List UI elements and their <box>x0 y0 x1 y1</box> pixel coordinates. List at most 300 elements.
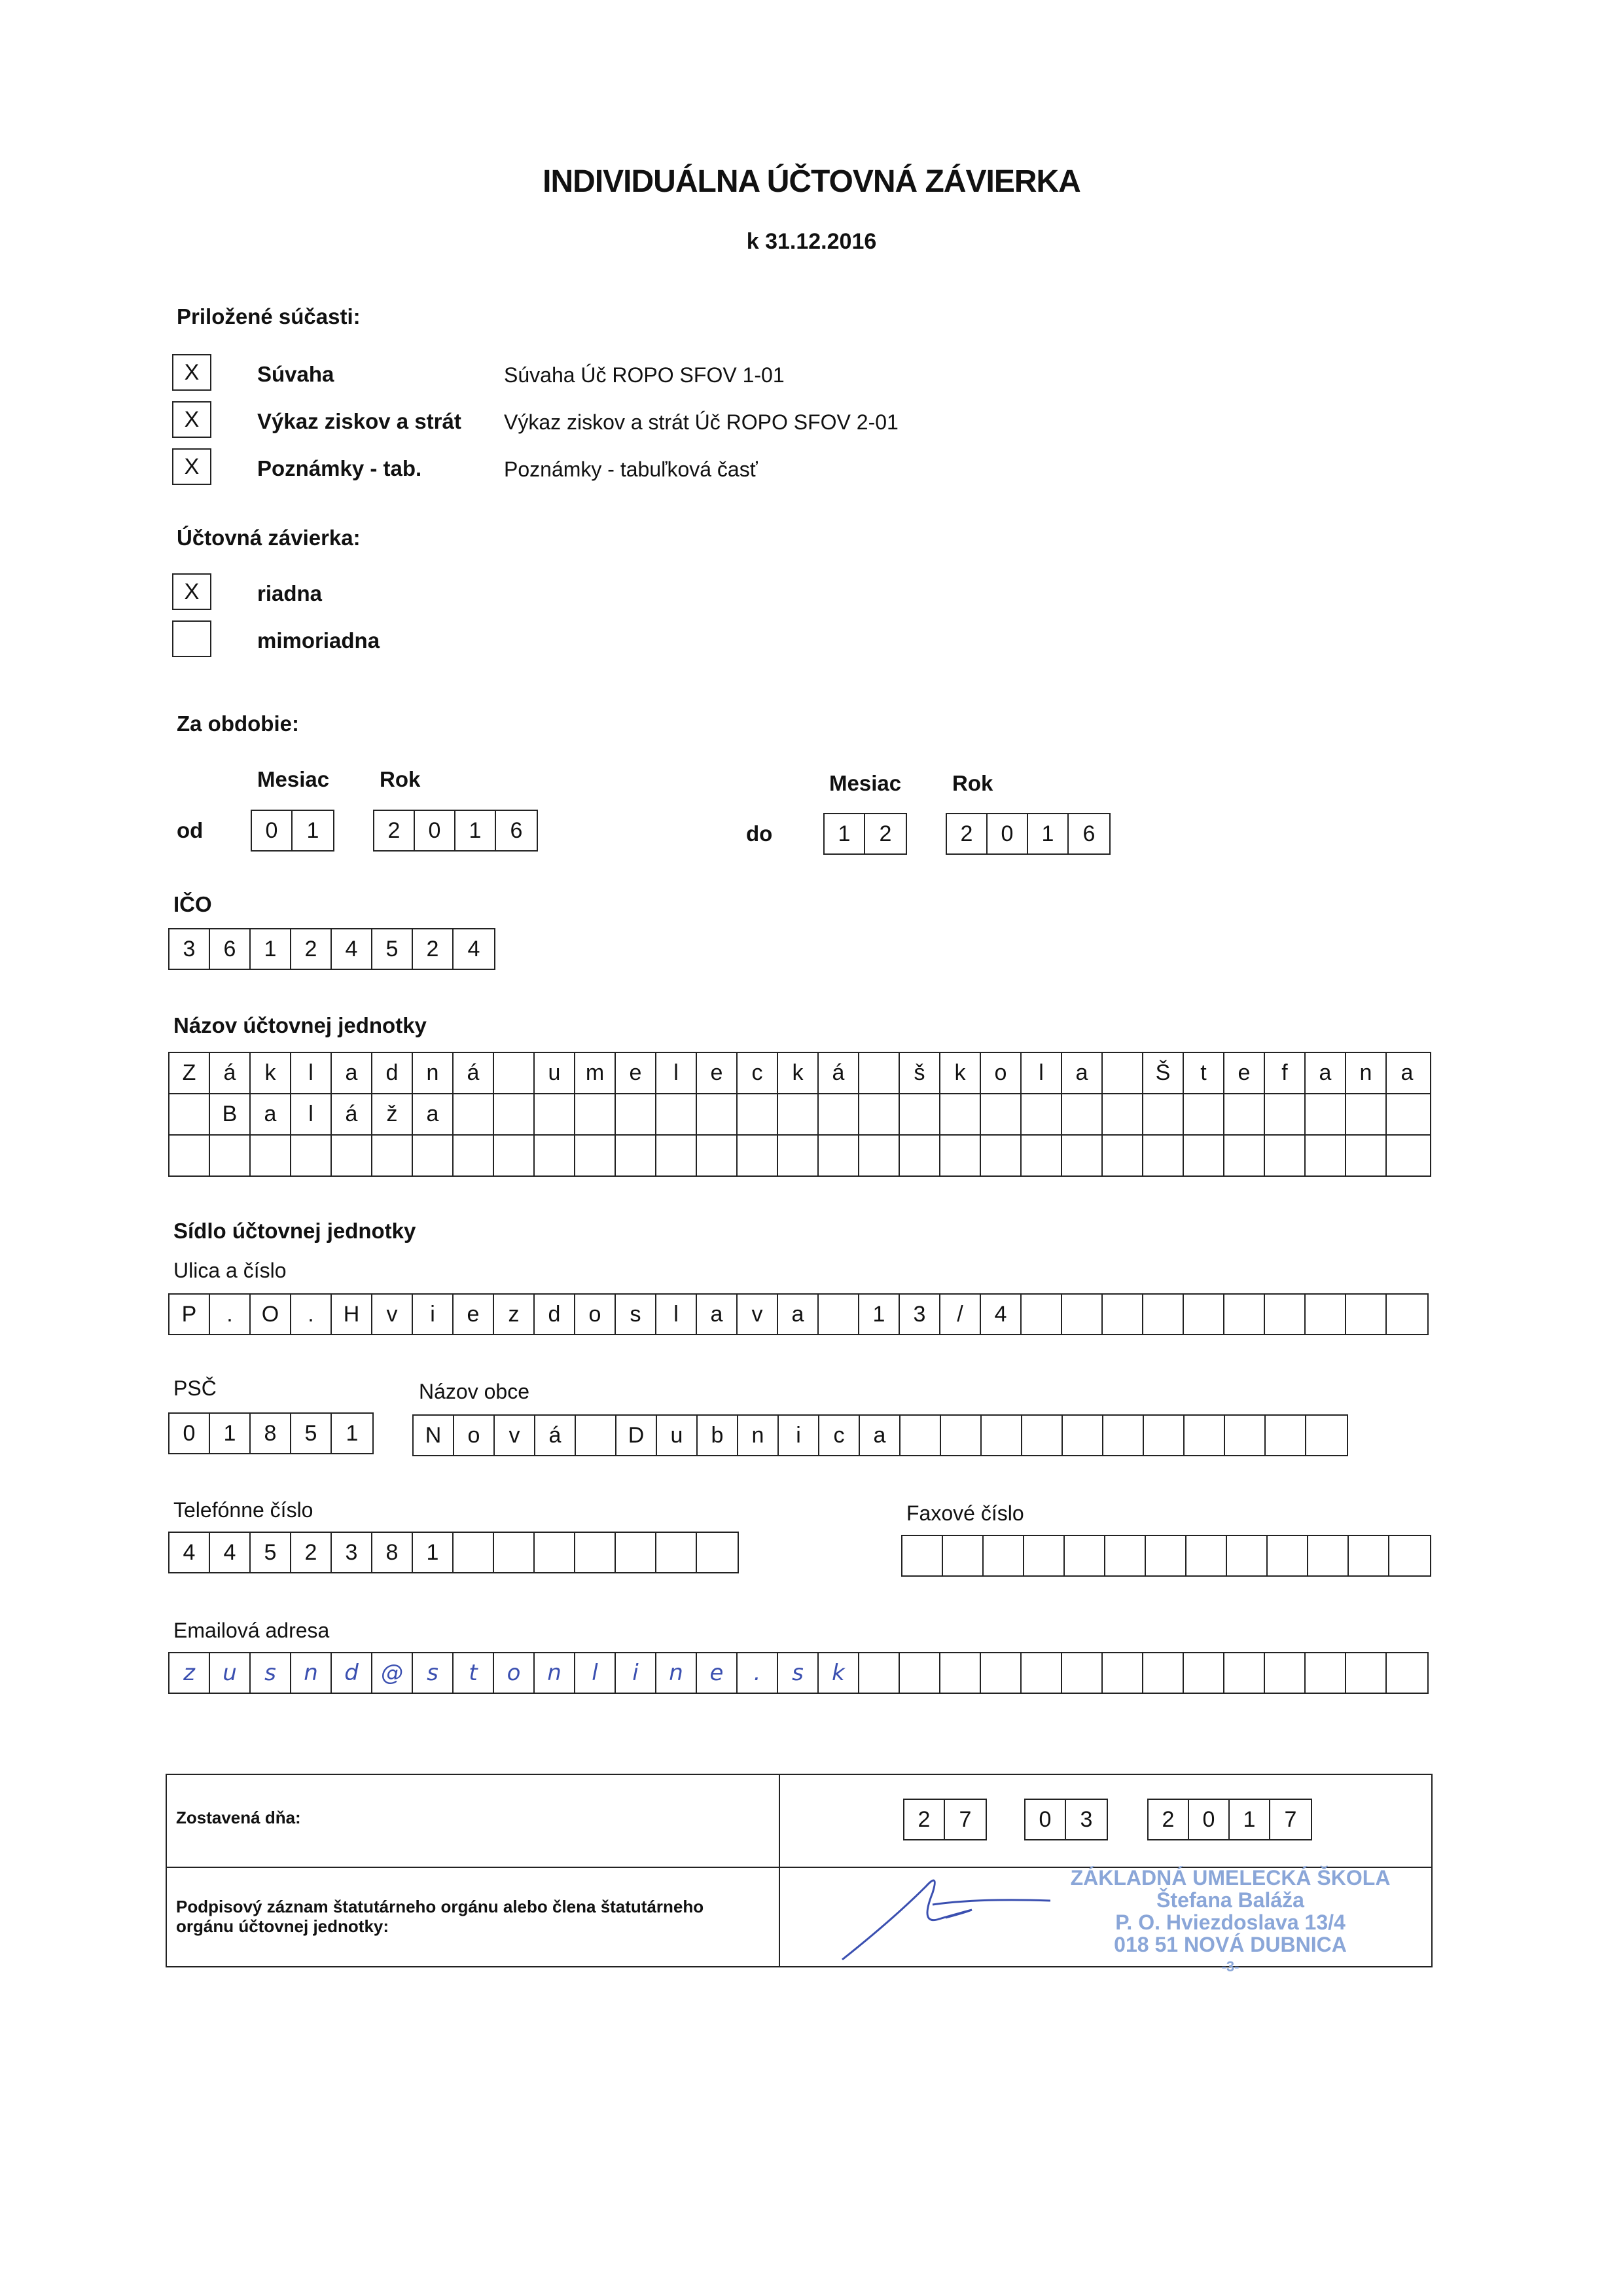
grid-cell <box>859 1136 900 1175</box>
grid-cell: 1 <box>825 814 865 853</box>
grid-cell <box>1387 1136 1427 1175</box>
grid-cell <box>1387 1094 1427 1134</box>
grid-cell <box>1022 1136 1062 1175</box>
grid-cell: 3 <box>332 1533 372 1572</box>
grid-cell <box>1062 1653 1103 1693</box>
grid-cell <box>169 1094 210 1134</box>
grid-cell <box>1387 1653 1427 1693</box>
closure-label-mimoriadna: mimoriadna <box>257 628 380 653</box>
attachment-label-poznamky: Poznámky - tab. <box>257 456 422 480</box>
grid-cell: 1 <box>1028 814 1069 853</box>
ico-grid[interactable] <box>168 928 495 970</box>
grid-cell: e <box>616 1053 656 1093</box>
grid-cell: a <box>778 1295 819 1334</box>
email-grid[interactable] <box>168 1652 1429 1694</box>
entity-name-row <box>169 1094 1430 1136</box>
grid-cell <box>291 1136 332 1175</box>
grid-cell: 5 <box>372 929 413 969</box>
grid-cell <box>1224 1295 1265 1334</box>
grid-cell <box>251 1136 291 1175</box>
grid-cell: e <box>454 1295 494 1334</box>
grid-cell <box>372 1136 413 1175</box>
school-stamp <box>1044 1867 1417 1978</box>
compiled-label: Zostavená dňa: <box>176 1808 301 1827</box>
psc-grid[interactable] <box>168 1412 374 1454</box>
grid-cell <box>1105 1536 1146 1575</box>
city-grid[interactable] <box>412 1414 1348 1456</box>
grid-cell <box>819 1094 859 1134</box>
grid-cell: Š <box>1143 1053 1184 1093</box>
grid-cell: b <box>698 1416 738 1455</box>
grid-cell: 0 <box>169 1414 210 1453</box>
grid-cell: i <box>616 1653 656 1693</box>
grid-cell <box>940 1094 981 1134</box>
grid-cell <box>1224 1094 1265 1134</box>
grid-cell: l <box>656 1295 697 1334</box>
grid-cell <box>1024 1536 1065 1575</box>
grid-cell <box>1022 1653 1062 1693</box>
grid-cell: e <box>697 1053 738 1093</box>
entity-name-row <box>169 1053 1430 1094</box>
grid-cell <box>1265 1295 1306 1334</box>
compiled-day-grid[interactable] <box>903 1799 987 1840</box>
attachment-desc-suvaha: Súvaha Úč ROPO SFOV 1-01 <box>504 363 785 387</box>
grid-cell: 8 <box>251 1414 291 1453</box>
attachment-label-vykaz: Výkaz ziskov a strát <box>257 409 461 433</box>
to-year-label: Rok <box>952 771 993 795</box>
grid-cell <box>1184 1295 1224 1334</box>
grid-cell <box>494 1533 535 1572</box>
grid-cell <box>902 1536 943 1575</box>
grid-cell: 1 <box>859 1295 900 1334</box>
grid-cell: á <box>819 1053 859 1093</box>
grid-cell: u <box>657 1416 698 1455</box>
grid-cell: d <box>332 1653 372 1693</box>
grid-cell: 4 <box>332 929 372 969</box>
grid-cell <box>1346 1295 1387 1334</box>
attachments-heading: Priložené súčasti: <box>177 304 361 329</box>
attachment-desc-vykaz: Výkaz ziskov a strát Úč ROPO SFOV 2-01 <box>504 410 899 434</box>
from-year-label: Rok <box>380 767 421 791</box>
from-year-grid[interactable] <box>373 810 538 852</box>
grid-cell <box>575 1136 616 1175</box>
grid-cell <box>454 1533 494 1572</box>
grid-cell <box>1062 1094 1103 1134</box>
grid-cell <box>1306 1295 1346 1334</box>
grid-cell: D <box>616 1416 657 1455</box>
phone-label: Telefónne číslo <box>173 1498 313 1522</box>
grid-cell: 2 <box>1149 1800 1189 1839</box>
signature-mark <box>834 1867 1057 1965</box>
grid-cell: O <box>251 1295 291 1334</box>
grid-cell <box>656 1094 697 1134</box>
grid-cell: s <box>616 1295 656 1334</box>
grid-cell: a <box>1400 1060 1414 1085</box>
grid-cell: . <box>738 1653 778 1693</box>
grid-cell: 1 <box>210 1414 251 1453</box>
grid-cell: á <box>210 1053 251 1093</box>
grid-cell: . <box>291 1295 332 1334</box>
grid-cell: a <box>332 1053 372 1093</box>
grid-cell: c <box>738 1053 778 1093</box>
grid-cell <box>778 1094 819 1134</box>
grid-cell <box>413 1136 454 1175</box>
grid-cell: 4 <box>210 1533 251 1572</box>
grid-cell <box>656 1533 697 1572</box>
checkbox-mimoriadna[interactable] <box>172 620 211 657</box>
city-label: Názov obce <box>419 1380 529 1403</box>
grid-cell <box>1346 1653 1387 1693</box>
grid-cell: 3 <box>1080 1806 1093 1832</box>
grid-cell: o <box>981 1053 1022 1093</box>
grid-cell <box>1306 1653 1346 1693</box>
street-grid[interactable] <box>168 1293 1429 1335</box>
grid-cell <box>901 1416 941 1455</box>
grid-cell <box>1184 1653 1224 1693</box>
grid-cell: v <box>372 1295 413 1334</box>
grid-cell: P <box>169 1295 210 1334</box>
grid-cell <box>1065 1536 1105 1575</box>
grid-cell <box>535 1094 575 1134</box>
grid-cell: 1 <box>251 929 291 969</box>
grid-cell: 0 <box>988 814 1028 853</box>
grid-cell <box>1143 1295 1184 1334</box>
grid-cell: o <box>575 1295 616 1334</box>
grid-cell: 2 <box>291 1533 332 1572</box>
grid-cell: 2 <box>374 811 415 850</box>
grid-cell <box>697 1533 738 1572</box>
grid-cell <box>1346 1136 1387 1175</box>
ico-label: IČO <box>173 892 212 916</box>
grid-cell <box>1146 1536 1186 1575</box>
grid-cell: 1 <box>455 811 496 850</box>
grid-cell <box>1227 1536 1268 1575</box>
grid-cell: 4 <box>467 936 480 961</box>
grid-cell: š <box>900 1053 940 1093</box>
grid-cell <box>494 1136 535 1175</box>
to-label: do <box>746 821 773 846</box>
grid-cell <box>1063 1416 1103 1455</box>
grid-cell <box>1143 1136 1184 1175</box>
grid-cell <box>738 1094 778 1134</box>
grid-cell <box>697 1094 738 1134</box>
fax-grid[interactable] <box>901 1535 1431 1577</box>
grid-cell: N <box>414 1416 454 1455</box>
grid-cell <box>1103 1053 1143 1093</box>
grid-cell: 6 <box>510 817 523 843</box>
grid-cell: 3 <box>900 1295 940 1334</box>
from-label: od <box>177 818 204 842</box>
grid-cell: l <box>291 1053 332 1093</box>
grid-cell <box>1022 1416 1063 1455</box>
grid-cell <box>1268 1536 1308 1575</box>
grid-cell: . <box>210 1295 251 1334</box>
grid-cell <box>535 1533 575 1572</box>
grid-cell: 8 <box>372 1533 413 1572</box>
grid-cell: 1 <box>413 1533 454 1572</box>
grid-cell <box>984 1536 1024 1575</box>
grid-cell <box>616 1094 656 1134</box>
grid-cell: d <box>372 1053 413 1093</box>
grid-cell <box>169 1136 210 1175</box>
grid-cell: l <box>291 1094 332 1134</box>
grid-cell: u <box>210 1653 251 1693</box>
grid-cell: á <box>454 1053 494 1093</box>
grid-cell <box>1103 1416 1144 1455</box>
grid-cell: 0 <box>415 811 455 850</box>
grid-cell <box>859 1053 900 1093</box>
stamp-line: P. O. Hviezdoslava 13/4 <box>1115 1910 1346 1934</box>
grid-cell <box>1349 1536 1389 1575</box>
grid-cell <box>332 1136 372 1175</box>
grid-cell: 3 <box>169 929 210 969</box>
closure-heading: Účtovná závierka: <box>177 526 361 550</box>
grid-cell <box>981 1136 1022 1175</box>
entity-name-grid[interactable] <box>168 1052 1431 1177</box>
grid-cell <box>940 1653 981 1693</box>
grid-cell: H <box>332 1295 372 1334</box>
period-heading: Za obdobie: <box>177 711 299 736</box>
checkbox-suvaha[interactable]: X <box>172 354 211 391</box>
grid-cell <box>982 1416 1022 1455</box>
grid-cell <box>1062 1136 1103 1175</box>
grid-cell: o <box>454 1416 495 1455</box>
grid-cell: a <box>697 1295 738 1334</box>
grid-cell: e <box>1224 1053 1265 1093</box>
grid-cell <box>900 1653 940 1693</box>
footer-table <box>166 1774 1433 1975</box>
grid-cell <box>1103 1295 1143 1334</box>
grid-cell <box>1143 1653 1184 1693</box>
grid-cell <box>981 1653 1022 1693</box>
grid-cell: k <box>778 1053 819 1093</box>
grid-cell <box>656 1136 697 1175</box>
grid-cell: n <box>413 1053 454 1093</box>
grid-cell: a <box>413 1094 454 1134</box>
grid-cell: k <box>251 1053 291 1093</box>
grid-cell: á <box>332 1094 372 1134</box>
grid-cell <box>494 1053 535 1093</box>
grid-cell: l <box>656 1053 697 1093</box>
grid-cell: 2 <box>291 929 332 969</box>
grid-cell <box>900 1094 940 1134</box>
grid-cell: a <box>1306 1053 1346 1093</box>
grid-cell <box>1224 1136 1265 1175</box>
attachment-desc-poznamky: Poznámky - tabuľková časť <box>504 457 758 481</box>
grid-cell: n <box>656 1653 697 1693</box>
grid-cell <box>1306 1416 1347 1455</box>
grid-cell <box>1186 1536 1227 1575</box>
grid-cell <box>1225 1416 1266 1455</box>
to-year-grid[interactable] <box>946 813 1111 855</box>
grid-cell: @ <box>372 1653 413 1693</box>
grid-cell: 1 <box>1230 1800 1270 1839</box>
grid-cell: l <box>1022 1053 1062 1093</box>
compiled-month-grid[interactable] <box>1024 1799 1108 1840</box>
grid-cell: 4 <box>169 1533 210 1572</box>
grid-cell <box>575 1094 616 1134</box>
grid-cell <box>1306 1136 1346 1175</box>
checkbox-riadna[interactable]: X <box>172 573 211 610</box>
grid-cell: n <box>738 1416 779 1455</box>
email-label: Emailová adresa <box>173 1619 330 1642</box>
grid-cell <box>941 1416 982 1455</box>
grid-cell <box>210 1136 251 1175</box>
grid-cell <box>1103 1094 1143 1134</box>
grid-cell <box>1062 1295 1103 1334</box>
grid-cell: 6 <box>210 929 251 969</box>
grid-cell: z <box>169 1653 210 1693</box>
grid-cell: s <box>413 1653 454 1693</box>
grid-cell: v <box>738 1295 778 1334</box>
grid-cell: o <box>494 1653 535 1693</box>
grid-cell: m <box>575 1053 616 1093</box>
grid-cell: v <box>495 1416 535 1455</box>
document-date: k 31.12.2016 <box>746 229 877 254</box>
address-heading: Sídlo účtovnej jednotky <box>173 1219 416 1243</box>
grid-cell <box>943 1536 984 1575</box>
grid-cell: i <box>779 1416 819 1455</box>
grid-cell <box>1265 1653 1306 1693</box>
to-month-label: Mesiac <box>829 771 902 795</box>
grid-cell <box>575 1533 616 1572</box>
document-title: INDIVIDUÁLNA ÚČTOVNÁ ZÁVIERKA <box>543 164 1080 199</box>
stamp-line: 018 51 NOVÁ DUBNICA <box>1114 1933 1347 1956</box>
grid-cell: 2 <box>413 929 454 969</box>
grid-cell: 2 <box>904 1800 945 1839</box>
attachment-label-suvaha: Súvaha <box>257 362 334 386</box>
grid-cell: a <box>860 1416 901 1455</box>
grid-cell: n <box>291 1653 332 1693</box>
closure-label-riadna: riadna <box>257 581 323 605</box>
grid-cell: 7 <box>959 1806 972 1832</box>
grid-cell: 5 <box>251 1533 291 1572</box>
stamp-line: Štefana Baláža <box>1156 1888 1304 1912</box>
table-divider <box>779 1775 780 1966</box>
grid-cell <box>454 1094 494 1134</box>
grid-cell <box>1387 1295 1427 1334</box>
grid-cell <box>1224 1653 1265 1693</box>
grid-cell: n <box>535 1653 575 1693</box>
grid-cell <box>940 1136 981 1175</box>
grid-cell <box>616 1136 656 1175</box>
grid-cell <box>819 1136 859 1175</box>
psc-label: PSČ <box>173 1376 217 1400</box>
grid-cell <box>1184 1094 1224 1134</box>
grid-cell <box>697 1136 738 1175</box>
checkbox-poznamky[interactable]: X <box>172 448 211 485</box>
signature-label: Podpisový záznam štatutárneho orgánu alebo člena štatutárneho orgánu účtovnej jednotky: <box>176 1897 704 1936</box>
from-month-grid[interactable] <box>251 810 334 852</box>
grid-cell: 6 <box>1082 821 1096 846</box>
grid-cell: á <box>535 1416 576 1455</box>
grid-cell: s <box>251 1653 291 1693</box>
grid-cell <box>616 1533 656 1572</box>
grid-cell: / <box>940 1295 981 1334</box>
grid-cell <box>1184 1136 1224 1175</box>
grid-cell: 2 <box>879 821 892 846</box>
grid-cell: n <box>1346 1053 1387 1093</box>
to-month-grid[interactable] <box>823 813 907 855</box>
grid-cell <box>1022 1094 1062 1134</box>
grid-cell <box>859 1094 900 1134</box>
grid-cell <box>1265 1136 1306 1175</box>
grid-cell <box>1103 1653 1143 1693</box>
grid-cell: e <box>697 1653 738 1693</box>
grid-cell: d <box>535 1295 575 1334</box>
grid-cell: 0 <box>252 811 293 850</box>
grid-cell: k <box>940 1053 981 1093</box>
grid-cell <box>778 1136 819 1175</box>
stamp-line: ZÁKLADNÁ UMELECKÁ ŠKOLA <box>1070 1866 1391 1890</box>
grid-cell <box>859 1653 900 1693</box>
grid-cell: l <box>575 1653 616 1693</box>
grid-cell: a <box>1062 1053 1103 1093</box>
compiled-year-grid[interactable] <box>1147 1799 1312 1840</box>
grid-cell: a <box>251 1094 291 1134</box>
phone-grid[interactable] <box>168 1532 739 1573</box>
grid-cell <box>819 1295 859 1334</box>
grid-cell: 2 <box>947 814 988 853</box>
grid-cell <box>1346 1094 1387 1134</box>
grid-cell: s <box>778 1653 819 1693</box>
grid-cell <box>1185 1416 1225 1455</box>
grid-cell <box>1022 1295 1062 1334</box>
grid-cell <box>1144 1416 1185 1455</box>
grid-cell: c <box>819 1416 860 1455</box>
grid-cell: 4 <box>981 1295 1022 1334</box>
street-label: Ulica a číslo <box>173 1259 287 1282</box>
grid-cell: u <box>535 1053 575 1093</box>
checkbox-vykaz[interactable]: X <box>172 401 211 438</box>
grid-cell: 1 <box>306 817 319 843</box>
fax-label: Faxové číslo <box>906 1501 1024 1525</box>
grid-cell: 0 <box>1189 1800 1230 1839</box>
stamp-line: -3- <box>1221 1958 1240 1975</box>
entity-name-label: Názov účtovnej jednotky <box>173 1013 427 1037</box>
grid-cell <box>1143 1094 1184 1134</box>
grid-cell <box>1389 1536 1430 1575</box>
grid-cell: z <box>494 1295 535 1334</box>
grid-cell: t <box>454 1653 494 1693</box>
grid-cell <box>494 1094 535 1134</box>
grid-cell <box>738 1136 778 1175</box>
grid-cell: 5 <box>291 1414 332 1453</box>
grid-cell: f <box>1265 1053 1306 1093</box>
grid-cell: t <box>1184 1053 1224 1093</box>
grid-cell <box>1103 1136 1143 1175</box>
grid-cell <box>1306 1094 1346 1134</box>
grid-cell: 1 <box>346 1420 359 1446</box>
grid-cell <box>900 1136 940 1175</box>
grid-cell: B <box>210 1094 251 1134</box>
from-month-label: Mesiac <box>257 767 330 791</box>
grid-cell: k <box>819 1653 859 1693</box>
grid-cell: 7 <box>1284 1806 1297 1832</box>
grid-cell: ž <box>372 1094 413 1134</box>
grid-cell: Z <box>169 1053 210 1093</box>
grid-cell: 0 <box>1026 1800 1066 1839</box>
grid-cell <box>535 1136 575 1175</box>
grid-cell <box>576 1416 616 1455</box>
grid-cell <box>1266 1416 1306 1455</box>
grid-cell <box>981 1094 1022 1134</box>
grid-cell <box>454 1136 494 1175</box>
grid-cell <box>1308 1536 1349 1575</box>
entity-name-row <box>169 1136 1430 1175</box>
grid-cell <box>1265 1094 1306 1134</box>
grid-cell: i <box>413 1295 454 1334</box>
